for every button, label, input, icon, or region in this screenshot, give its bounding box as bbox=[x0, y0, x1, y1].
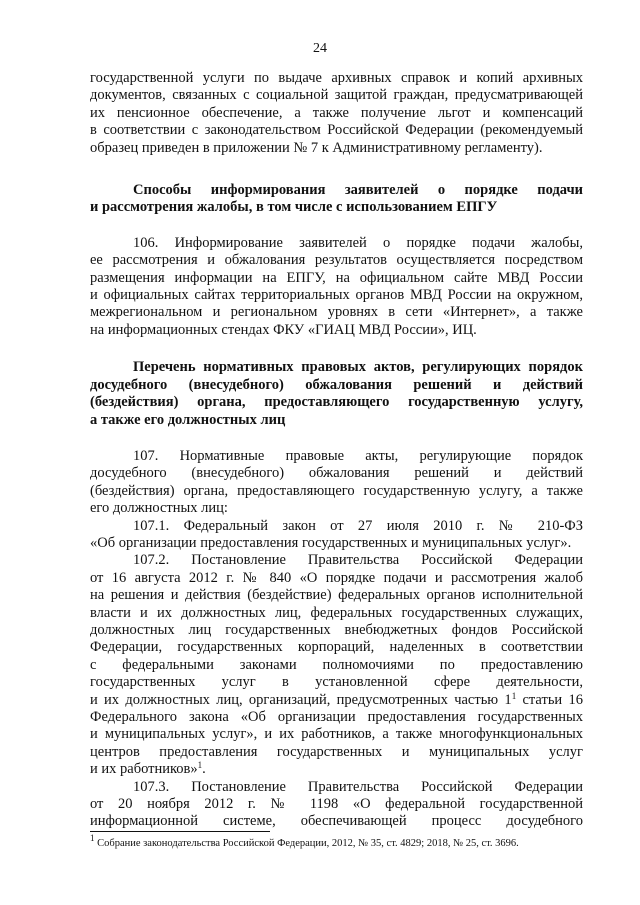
text-line: их пенсионное обеспечение, а также получение льгот и компенсаций bbox=[90, 104, 583, 121]
paragraph-106 bbox=[90, 235, 583, 339]
text-line: межрегиональном и региональном уровнях в сети «Интернет», а также bbox=[90, 304, 583, 321]
heading-line: досудебного (внесудебного) обжалования решений и действий bbox=[90, 376, 583, 393]
text-line: центров предоставления государственных и муниципальных услуг bbox=[90, 743, 583, 760]
heading-line: Способы информирования заявителей о порядке подачи bbox=[133, 182, 583, 199]
text-line: «Об организации предоставления государственных и муниципальных услуг». bbox=[90, 534, 572, 551]
text-line: и официальных сайтах территориальных органов МВД России на окружном, bbox=[90, 287, 583, 304]
text-line: на информационных стендах ФКУ «ГИАЦ МВД России», ИЦ. bbox=[90, 321, 477, 338]
text-line: 107.3. Постановление Правительства Российской Федерации bbox=[133, 778, 583, 795]
text-line: в соответствии с законодательством Российской Федерации (рекомендуемый bbox=[90, 122, 583, 139]
text-segment: . bbox=[202, 761, 206, 778]
text-line bbox=[90, 761, 583, 778]
heading-line: и рассмотрения жалобы, в том числе с использованием ЕПГУ bbox=[90, 199, 498, 216]
text-segment: и их работников» bbox=[90, 761, 198, 778]
text-line: (бездействия) органа, предоставляющего государственную услугу, а также bbox=[90, 482, 583, 499]
section-heading-legal-acts bbox=[90, 359, 583, 429]
text-line: и муниципальных услуг», и их работников, а также многофункциональных bbox=[90, 726, 583, 743]
text-line: государственных услуг в установленной сфере деятельности, bbox=[90, 674, 583, 691]
paragraph-107-3 bbox=[90, 779, 583, 831]
heading-line: (бездействия) органа, предоставляющего государственную услугу, bbox=[90, 394, 583, 411]
footnote-mark: 1 bbox=[90, 833, 95, 843]
text-line: информационной системе, обеспечивающей процесс досудебного bbox=[90, 813, 583, 830]
section-heading-complaint-info bbox=[90, 182, 583, 217]
text-line: на решения и действия (бездействие) федеральных органов исполнительной bbox=[90, 587, 583, 604]
text-line: ее рассмотрения и обжалования результатов осуществляется посредством bbox=[90, 252, 583, 269]
text-line: досудебного (внесудебного) обжалования решений и действий bbox=[90, 465, 583, 482]
paragraph-107 bbox=[90, 448, 583, 518]
footnote bbox=[90, 833, 583, 850]
text-line: с федеральными законами полномочиями по предоставлению bbox=[90, 656, 583, 673]
footnote-reference[interactable]: 1 bbox=[511, 690, 517, 701]
text-line: от 20 ноября 2012 г. № 1198 «О федеральной государственной bbox=[90, 796, 583, 813]
document-body bbox=[90, 70, 583, 831]
paragraph-107-1 bbox=[90, 518, 583, 553]
text-line: размещения информации на ЕПГУ, на официальном сайте МВД России bbox=[90, 269, 583, 286]
text-line: 107.1. Федеральный закон от 27 июля 2010 г. № 210-ФЗ bbox=[133, 517, 583, 534]
text-segment: статьи 16 bbox=[516, 691, 583, 708]
text-line: должностных лиц государственных внебюджетных фондов Российской bbox=[90, 621, 583, 638]
text-line: Федерального закона «Об организации предоставления государственных bbox=[90, 709, 583, 725]
footnote-reference[interactable]: 1 bbox=[197, 760, 203, 771]
text-line: образец приведен в приложении № 7 к Административному регламенту). bbox=[90, 139, 543, 156]
footnote-text: Собрание законодательства Российской Федерации, 2012, № 35, ст. 4829; 2018, № 25, ст. 3696. bbox=[94, 838, 519, 849]
text-line: его должностных лиц: bbox=[90, 500, 228, 517]
footnote-separator bbox=[90, 831, 270, 832]
text-line: документов, связанных с социальной защитой граждан, предусматривающей bbox=[90, 87, 583, 104]
page-number: 24 bbox=[313, 41, 327, 56]
text-line: власти и их должностных лиц, федеральных государственных служащих, bbox=[90, 604, 583, 621]
text-line: 107.2. Постановление Правительства Российской Федерации bbox=[133, 552, 583, 569]
text-line: от 16 августа 2012 г. № 840 «О порядке подачи и рассмотрения жалоб bbox=[90, 569, 583, 586]
text-line: 106. Информирование заявителей о порядке подачи жалобы, bbox=[133, 234, 583, 251]
text-line: 107. Нормативные правовые акты, регулирующие порядок bbox=[133, 447, 583, 464]
intro-paragraph bbox=[90, 70, 583, 157]
text-segment: и их должностных лиц, организаций, предусмотренных частью 1 bbox=[90, 691, 512, 708]
text-line bbox=[90, 692, 583, 709]
text-line: Федерации, государственных корпораций, наделенных в соответствии bbox=[90, 639, 583, 656]
paragraph-107-2 bbox=[90, 552, 583, 778]
heading-line: Перечень нормативных правовых актов, регулирующих порядок bbox=[133, 359, 583, 376]
heading-line: а также его должностных лиц bbox=[90, 411, 286, 428]
text-line: государственной услуги по выдаче архивных справок и копий архивных bbox=[90, 70, 583, 86]
